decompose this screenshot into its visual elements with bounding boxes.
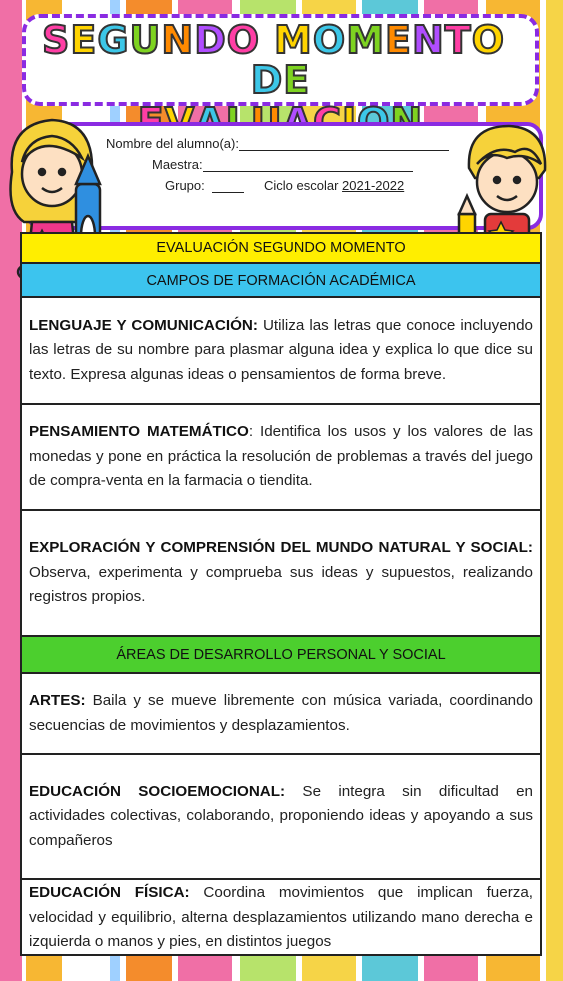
section-text: Coordina movimientos que implican fuerza, velocidad y equilibrio, alterna desplazamientos utilizando mano derecha e izquierda o manos y pies, en distintos juegos: [29, 884, 534, 951]
title-letter: E: [385, 18, 412, 62]
teacher-label: Maestra:: [152, 157, 203, 172]
title-letter: M: [274, 18, 313, 62]
evaluation-table: [20, 232, 542, 956]
section-heading: EXPLORACIÓN Y COMPRENSIÓN DEL MUNDO NATURAL Y SOCIAL:: [29, 539, 533, 557]
group-row: [165, 178, 404, 193]
teacher-row: [152, 157, 413, 172]
title-box: [22, 14, 539, 106]
section-heading: LENGUAJE Y COMUNICACIÓN:: [29, 316, 258, 334]
evaluation-bar: [22, 234, 540, 264]
title-letter: T: [444, 18, 472, 62]
teacher-field[interactable]: [203, 159, 413, 172]
title-letter: N: [411, 18, 445, 62]
title-letter: D: [250, 58, 284, 102]
title-letter: E: [283, 58, 311, 102]
section-lenguaje: [22, 298, 540, 405]
title-letter: O: [226, 18, 261, 62]
section-heading: ARTES:: [29, 692, 86, 709]
student-name-label: Nombre del alumno(a):: [106, 136, 239, 151]
section-text: Utiliza las letras que conoce incluyendo las letras de su nombre para plasmar alguna idea y explica lo que dice su texto. Expresa algunas ideas o pensamientos de forma breve.: [29, 316, 533, 383]
title-letter: [505, 20, 519, 60]
title-letter: O: [471, 18, 506, 62]
section-fisica: [22, 880, 540, 956]
title-letter: M: [346, 18, 386, 62]
title-letter: S: [41, 18, 71, 62]
student-name-field[interactable]: [239, 138, 449, 151]
title-letter: O: [312, 18, 347, 62]
title-letter: D: [194, 18, 227, 62]
section-text: : Identifica los usos y los valores de las monedas y pone en práctica la resolución de problemas a través del juego de compra-venta en la farmacia o tiendita.: [29, 423, 533, 490]
section-heading: PENSAMIENTO MATEMÁTICO: [29, 423, 249, 441]
evaluation-bar-label: EVALUACIÓN SEGUNDO MOMENTO: [156, 240, 406, 256]
title-letter: N: [161, 18, 195, 62]
student-name-row: [106, 136, 449, 151]
academic-bar: [22, 264, 540, 298]
section-text: Observa, experimenta y comprueba sus ideas y supuestos, realizando registros propios.: [29, 563, 533, 606]
section-exploracion: [22, 511, 540, 637]
cycle-value: 2021-2022: [342, 178, 405, 193]
title-letter: E: [70, 18, 98, 62]
title-letter: U: [129, 18, 162, 62]
personal-bar: [22, 637, 540, 674]
section-text: Se integra sin dificultad en actividades colectivas, colaborando, proponiendo ideas y apoyando a sus compañeros: [29, 782, 533, 849]
cycle-label: Ciclo escolar: [264, 178, 339, 193]
personal-bar-label: ÁREAS DE DESARROLLO PERSONAL Y SOCIAL: [116, 647, 446, 663]
section-heading: EDUCACIÓN SOCIOEMOCIONAL:: [29, 782, 286, 800]
section-artes: [22, 674, 540, 755]
group-field[interactable]: [212, 180, 244, 193]
title-line-1: [26, 20, 535, 100]
academic-bar-label: CAMPOS DE FORMACIÓN ACADÉMICA: [146, 273, 416, 289]
title-letter: [260, 20, 274, 60]
group-label: Grupo:: [165, 178, 205, 193]
section-socioemocional: [22, 755, 540, 880]
section-heading: EDUCACIÓN FÍSICA:: [29, 884, 190, 902]
section-matematico: [22, 405, 540, 511]
section-text: Baila y se mueve libremente con música variada, coordinando secuencias de movimientos y desplazamientos.: [29, 692, 533, 734]
title-letter: G: [97, 18, 130, 62]
